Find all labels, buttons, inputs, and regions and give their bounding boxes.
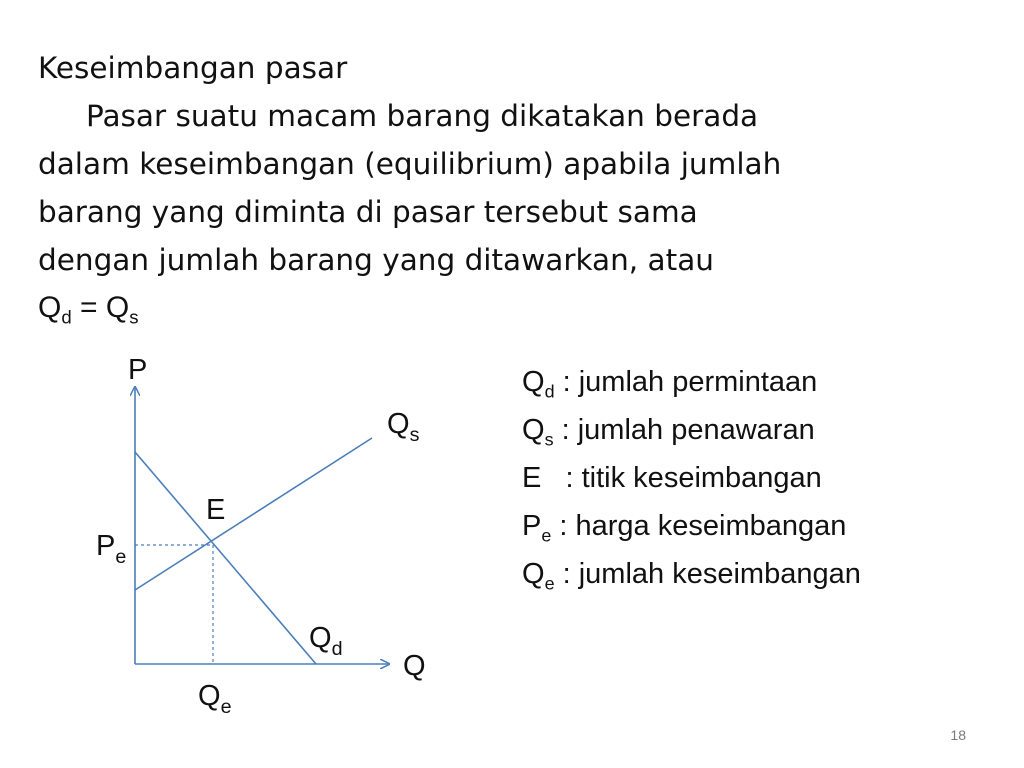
equilibrium-price-label: $P_e$ <box>96 530 127 568</box>
y-axis-label: P <box>128 354 148 386</box>
eq-left-base: Q <box>38 291 62 324</box>
supply-curve <box>135 438 372 590</box>
eq-right-sub: s <box>129 306 139 328</box>
legend <box>522 358 861 598</box>
supply-label: $Q_s$ <box>387 408 420 446</box>
eq-left-sub: d <box>61 306 72 328</box>
demand-label: $Q_d$ <box>309 622 343 660</box>
paragraph-line-1: Pasar suatu macam barang dikatakan berada <box>86 99 759 133</box>
legend-row-e: E : titik keseimbangan <box>522 462 822 494</box>
page-number: 18 <box>950 727 966 743</box>
legend-row-qe: $Q_e$ : jumlah keseimbangan <box>522 558 861 594</box>
equilibrium-quantity-label: $Q_e$ <box>198 680 232 718</box>
legend-row-qd: $Q_d$ : jumlah permintaan <box>522 366 818 402</box>
equilibrium-point-label: E <box>206 494 226 526</box>
demand-curve <box>135 452 316 664</box>
paragraph-line-3: barang yang diminta di pasar tersebut sama <box>38 195 698 229</box>
paragraph-line-4: dengan jumlah barang yang ditawarkan, atau <box>38 243 714 277</box>
legend-row-qs: $Q_s$ : jumlah penawaran <box>522 414 815 450</box>
paragraph-line-2: dalam keseimbangan (equilibrium) apabila jumlah <box>38 147 782 181</box>
eq-right-base: Q <box>105 291 130 324</box>
slide-title: Keseimbangan pasar <box>38 51 348 85</box>
x-axis-label: Q <box>403 650 426 682</box>
eq-operator: = <box>71 291 106 324</box>
legend-row-pe: $P_e$ : harga keseimbangan <box>522 510 847 546</box>
